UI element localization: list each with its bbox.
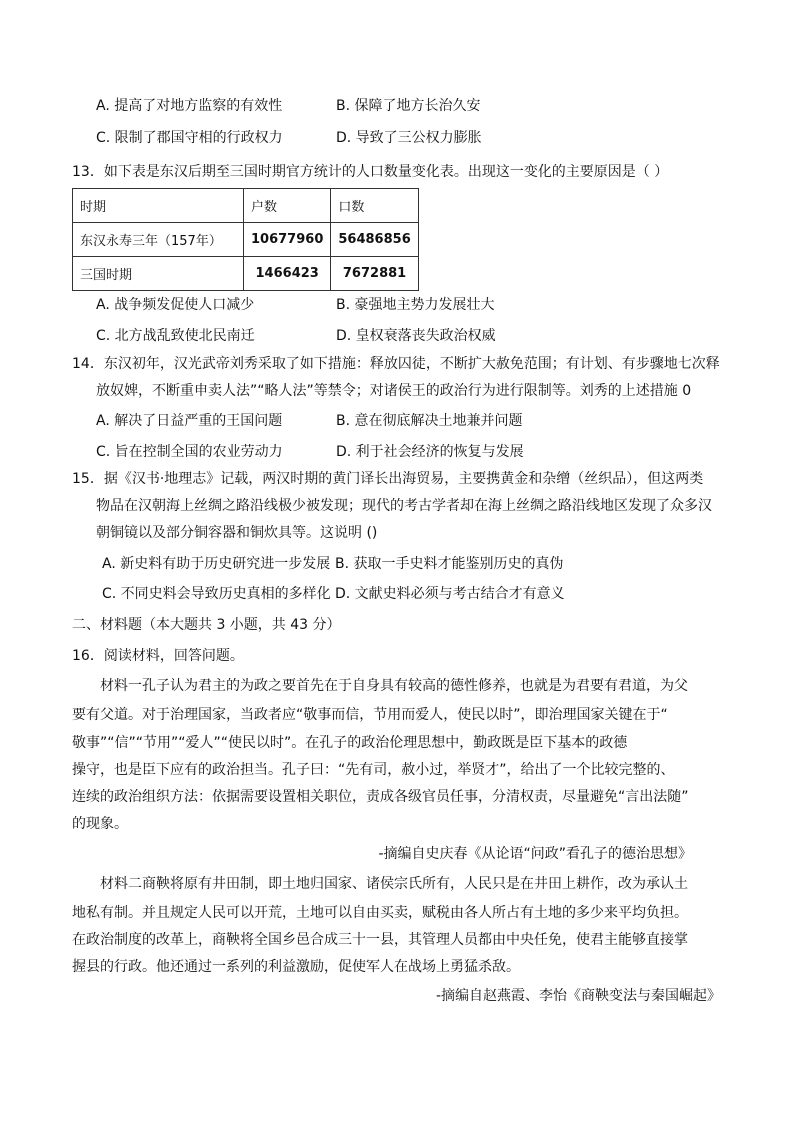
- table-header-cell: 口数: [331, 189, 418, 223]
- table-cell: 7672881: [331, 257, 418, 291]
- q13-option-a: A. 战争频发促使人口减少: [96, 297, 255, 313]
- q13-stem: 13．如下表是东汉后期至三国时期官方统计的人口数量变化表。出现这一变化的主要原因是（ ）: [72, 164, 669, 180]
- material-2-line: 握县的行政。他还通过一系列的利益激励，促使军人在战场上勇猛杀敌。: [72, 959, 520, 975]
- q15-option-c: C. 不同史料会导致历史真相的多样化: [102, 586, 331, 602]
- q14-option-d: D. 利于社会经济的恢复与发展: [336, 444, 524, 460]
- q12-option-b: B. 保障了地方长治久安: [336, 98, 481, 114]
- table-row: [73, 223, 419, 257]
- q14-stem-line2: 放奴婢，不断重申卖人法”“略人法”等禁令；对诸侯王的政治行为进行限制等。刘秀的上述措施 0: [96, 383, 692, 399]
- material-1-line: 材料一孔子认为君主的为政之要首先在于自身具有较高的德性修养，也就是为君要有君道，为父: [100, 678, 688, 694]
- material-1-source: -摘编自史庆春《从论语“问政”看孔子的德治思想》: [378, 846, 692, 862]
- q15-option-a: A. 新史料有助于历史研究进一步发展: [102, 556, 331, 572]
- q12-option-d: D. 导致了三公权力膨胀: [336, 130, 482, 146]
- table-cell: 1466423: [244, 257, 331, 291]
- section-header: 二、材料题（本大题共 3 小题，共 43 分）: [72, 617, 341, 633]
- table-header-row: [73, 189, 419, 223]
- table-cell: 10677960: [244, 223, 331, 257]
- material-2-line: 在政治制度的改革上，商鞅将全国乡邑合成三十一县，其管理人员都由中央任免，使君主能够直接掌: [72, 932, 688, 948]
- population-table: [72, 188, 419, 291]
- q15-stem-line1: 15．据《汉书·地理志》记载，两汉时期的黄门译长出海贸易，主要携黄金和杂缯（丝织品），但这两类: [72, 471, 704, 487]
- q14-option-c: C. 旨在控制全国的农业劳动力: [96, 444, 283, 460]
- material-1-line: 操守，也是臣下应有的政治担当。孔子曰：“先有司，赦小过，举贤才”，给出了一个比较完整的、: [72, 762, 675, 778]
- q15-option-b: B. 获取一手史料才能鉴别历史的真伪: [335, 556, 564, 572]
- q13-option-c: C. 北方战乱致使北民南迁: [96, 328, 255, 344]
- q15-stem-line2: 物品在汉朝海上丝绸之路沿线极少被发现；现代的考古学者却在海上丝绸之路沿线地区发现了众多汉: [96, 498, 712, 514]
- material-1-line: 连续的政治组织方法：依据需要设置相关职位，责成各级官员任事，分清权责，尽量避免“言出法随”: [72, 789, 689, 805]
- q14-option-b: B. 意在彻底解决土地兼并问题: [336, 413, 523, 429]
- material-1-line: 敬事”“信”“节用”“爱人”“使民以时”。在孔子的政治伦理思想中，勤政既是臣下基本的政德: [72, 735, 628, 751]
- table-header-cell: 时期: [73, 189, 244, 223]
- q15-option-d: D. 文献史料必须与考古结合才有意义: [335, 586, 565, 602]
- material-1-line: 的现象。: [72, 816, 128, 832]
- material-2-line: 地私有制。并且规定人民可以开荒，土地可以自由买卖，赋税由各人所占有土地的多少来平均负担。: [72, 905, 688, 921]
- q14-stem-line1: 14．东汉初年，汉光武帝刘秀采取了如下措施：释放囚徒，不断扩大赦免范围；有计划、有步骤地七次释: [72, 356, 720, 372]
- q14-option-a: A. 解决了日益严重的王国问题: [96, 413, 283, 429]
- q13-option-b: B. 豪强地主势力发展壮大: [336, 297, 495, 313]
- table-header-cell: 户数: [244, 189, 331, 223]
- material-2-source: -摘编自赵燕霞、李怡《商鞅变法与秦国崛起》: [435, 988, 721, 1004]
- q12-option-a: A. 提高了对地方监察的有效性: [96, 98, 283, 114]
- q13-option-d: D. 皇权衰落丧失政治权威: [336, 328, 496, 344]
- q15-stem-line3: 朝铜镜以及部分铜容器和铜炊具等。这说明 (): [96, 525, 378, 541]
- table-cell: 三国时期: [73, 257, 244, 291]
- material-1-line: 要有父道。对于治理国家，当政者应“敬事而信，节用而爱人，使民以时”，即治理国家关键在于“: [72, 707, 668, 723]
- q12-option-c: C. 限制了郡国守相的行政权力: [96, 130, 283, 146]
- q16-stem: 16．阅读材料，回答问题。: [72, 648, 244, 664]
- table-cell: 56486856: [331, 223, 418, 257]
- table-cell: 东汉永寿三年（157年）: [73, 223, 244, 257]
- material-2-line: 材料二商鞅将原有井田制，即土地归国家、诸侯宗氏所有，人民只是在井田上耕作，改为承认土: [100, 876, 688, 892]
- table-row: [73, 257, 419, 291]
